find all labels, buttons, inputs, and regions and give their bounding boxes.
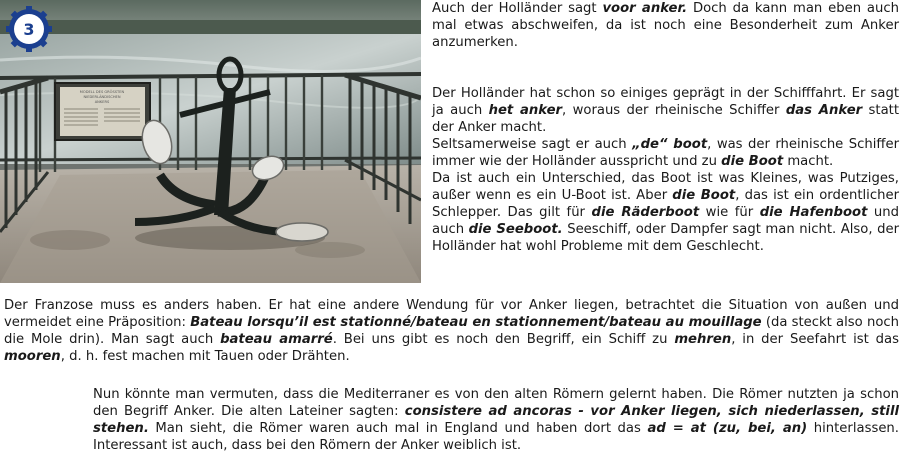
anchor-photo (0, 0, 421, 283)
anchor-photo-drawing (0, 0, 421, 283)
emphasis-term: das Anker (785, 103, 863, 118)
emphasis-term: consistere ad ancoras - vor Anker liegen, sich niederlassen, still stehen. (93, 404, 899, 436)
text-run: hinterlassen. Interessant ist auch, dass bei den Römern der Anker weiblich ist. (93, 421, 899, 453)
text-run: statt der Anker macht. (432, 103, 899, 135)
emphasis-term: Bateau lorsqu’il est stationné/bateau en stationnement/bateau au mouillage (190, 315, 762, 330)
text-run: Nun könnte man vermuten, dass die Mediterraner es von den alten Römern gelernt haben. Die Römer nutzten ja schon den Begriff Anker. Die alten Lateiner sagten: (93, 387, 899, 419)
plaque-line: MODELL DES GRÖSSTEN (79, 90, 125, 94)
text-run: , d. h. fest machen mit Tauen oder Drähten. (60, 349, 350, 364)
emphasis-term: ad = at (zu, bei, an) (647, 421, 808, 436)
emphasis-term: het anker (488, 103, 563, 118)
paragraph-voor-anker (432, 0, 899, 51)
text-run: Seeschiff, oder Dampfer sagt man nicht. Also, der Holländer hat wohl Probleme mit dem Geschlecht. (432, 222, 899, 254)
emphasis-term: die Hafenboot (759, 205, 868, 220)
emphasis-term: mehren (674, 332, 732, 347)
text-run: (da steckt also noch die Mole drin). Man sagt auch (4, 315, 899, 347)
paragraph-die-boot (432, 170, 899, 255)
emphasis-term: die Seeboot. (468, 222, 563, 237)
text-run: wie für (699, 205, 760, 220)
text-run: und auch (432, 205, 899, 237)
text-run: , in der Seefahrt ist das (731, 332, 899, 347)
text-run: Auch der Holländer sagt (432, 1, 603, 16)
emphasis-term: die Boot (721, 154, 784, 169)
emphasis-term: die Räderboot (591, 205, 700, 220)
text-run: macht. (783, 154, 834, 169)
text-run: , was der rheinische Schiffer immer wie der Holländer ausspricht und zu (432, 137, 900, 169)
text-run: Der Holländer hat schon so einiges geprägt in der Schifffahrt. Er sagt ja auch (432, 86, 899, 118)
right-column-text (432, 0, 899, 255)
text-run: . Bei uns gibt es noch den Begriff, ein Schiff zu (332, 332, 675, 347)
emphasis-term: „de“ boot (632, 137, 708, 152)
paragraph-roemer (93, 386, 899, 454)
chapter-badge (5, 5, 53, 53)
emphasis-term: bateau amarré (220, 332, 333, 347)
plaque-line: NIEDERLÄNDISCHEN (83, 95, 121, 99)
text-run: Seltsamerweise sagt er auch (432, 137, 633, 152)
chapter-number: 3 (23, 19, 35, 39)
paragraph-de-boot (432, 136, 899, 170)
text-run: , das ist ein ordentlicher Schlepper. Das gilt für (432, 188, 899, 220)
paragraph-franzose (4, 297, 899, 365)
paragraph-het-anker (432, 85, 899, 136)
text-run: , woraus der rheinische Schiffer (562, 103, 786, 118)
emphasis-term: mooren (4, 349, 61, 364)
text-run: Der Franzose muss es anders haben. Er hat eine andere Wendung für vor Anker liegen, betrachtet die Situation von außen und vermeidet eine Präposition: (4, 298, 899, 330)
text-run: Man sieht, die Römer waren auch mal in England und haben dort das (148, 421, 648, 436)
emphasis-term: voor anker. (602, 1, 688, 16)
emphasis-term: die Boot (672, 188, 736, 203)
plaque-line: ANKERS (94, 100, 110, 104)
text-run: Doch da kann man eben auch mal etwas abschweifen, da ist noch eine Besonderheit zum Anker anzumerken. (432, 1, 899, 50)
text-run: Da ist auch ein Unterschied, das Boot ist was Kleines, was Putziges, außer wenn es ein U-Boot ist. Aber (432, 171, 899, 203)
